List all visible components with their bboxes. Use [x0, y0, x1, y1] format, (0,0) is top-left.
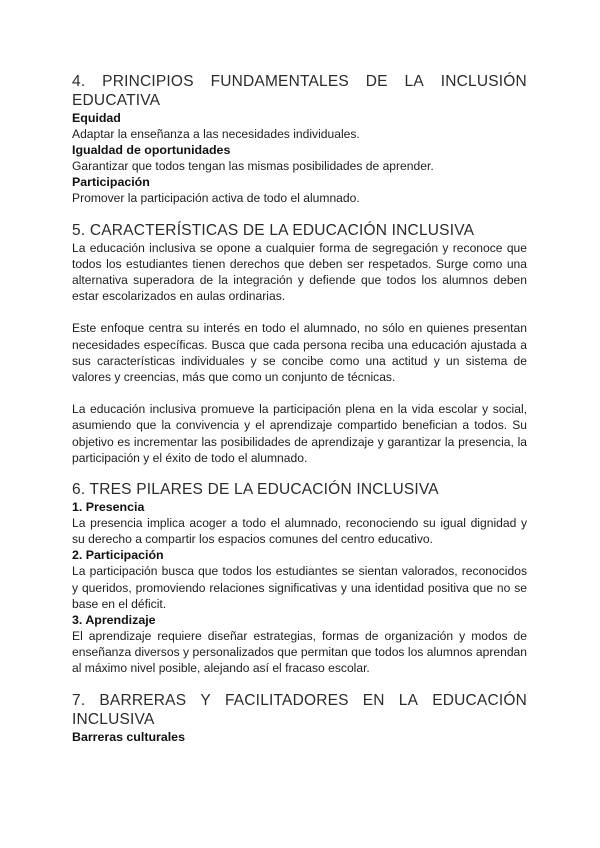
- paragraph: Garantizar que todos tengan las mismas posibilidades de aprender.: [72, 159, 434, 174]
- paragraph: La presencia implica acoger a todo el alumnado, reconociendo su igual dignidad y su derecho a compartir los espacios comunes del centro educativo.: [72, 516, 527, 547]
- paragraph: La educación inclusiva promueve la participación plena en la vida escolar y social, asumiendo que la convivencia y el aprendizaje compartido benefician a todos. Su objetivo es incrementar las posibilidades de aprendizaje y garantizar la presencia, la participación y el éxito de todo el alumnado.: [72, 402, 527, 465]
- subheading: Barreras culturales: [72, 729, 185, 744]
- section-7-title-line-2: INCLUSIVA: [72, 710, 155, 728]
- paragraph: El aprendizaje requiere diseñar estrategias, formas de organización y modos de enseñanza diversos y personalizados que permitan que todos los alumnos aprendan al máximo nivel posible, alejando así el fracaso escolar.: [72, 629, 527, 676]
- section-4: [72, 72, 527, 207]
- paragraph: Adaptar la enseñanza a las necesidades individuales.: [72, 127, 360, 141]
- title-word: BARRERAS: [99, 691, 187, 709]
- subheading: 2. Participación: [72, 548, 164, 563]
- title-word: 7.: [72, 691, 86, 709]
- paragraph: La educación inclusiva se opone a cualquier forma de segregación y reconoce que todos los estudiantes tienen derechos que deben ser respetados. Surge como una alternativa superadora de la integración y defiende que todos los alumnos deben estar escolarizados en aulas ordinarias.: [72, 240, 527, 304]
- title-word: LA: [404, 73, 424, 90]
- section-5: [72, 221, 527, 466]
- section-7: [72, 691, 527, 745]
- title-word: FUNDAMENTALES: [210, 73, 349, 90]
- section-6: [72, 480, 527, 677]
- section-5-title: 5. CARACTERÍSTICAS DE LA EDUCACIÓN INCLUSIVA: [72, 221, 475, 239]
- section-6-title: 6. TRES PILARES DE LA EDUCACIÓN INCLUSIVA: [72, 481, 439, 499]
- subheading: Igualdad de oportunidades: [72, 143, 231, 158]
- title-word: Y: [200, 691, 211, 709]
- title-word: FACILITADORES: [224, 691, 349, 709]
- title-word: 4.: [72, 73, 86, 90]
- title-word: INCLUSIÓN: [440, 73, 527, 90]
- paragraph: Promover la participación activa de todo el alumnado.: [72, 191, 360, 206]
- subheading: 1. Presencia: [72, 500, 145, 515]
- title-word: EN: [362, 691, 385, 709]
- title-word: LA: [398, 691, 419, 709]
- subheading: Participación: [72, 175, 150, 190]
- paragraph: La participación busca que todos los estudiantes se sientan valorados, reconocidos y queridos, promoviendo relaciones significativas y una identidad positiva que no se base en el déficit.: [72, 564, 527, 611]
- title-word: DE: [365, 73, 388, 90]
- title-word: EDUCACIÓN: [432, 691, 527, 709]
- paragraph: Este enfoque centra su interés en todo el alumnado, no sólo en quienes presentan necesidades específicas. Busca que cada persona reciba una educación ajustada a sus características individuales y se concibe como una actitud y un sistema de valores y creencias, más que como un conjunto de técnicas.: [72, 321, 527, 385]
- section-4-title-line-1: [72, 72, 527, 91]
- section-7-title-line-1: [72, 691, 527, 710]
- title-word: PRINCIPIOS: [102, 73, 194, 90]
- section-4-title-line-2: EDUCATIVA: [72, 92, 161, 109]
- subheading: 3. Aprendizaje: [72, 613, 156, 628]
- subheading: Equidad: [72, 111, 121, 125]
